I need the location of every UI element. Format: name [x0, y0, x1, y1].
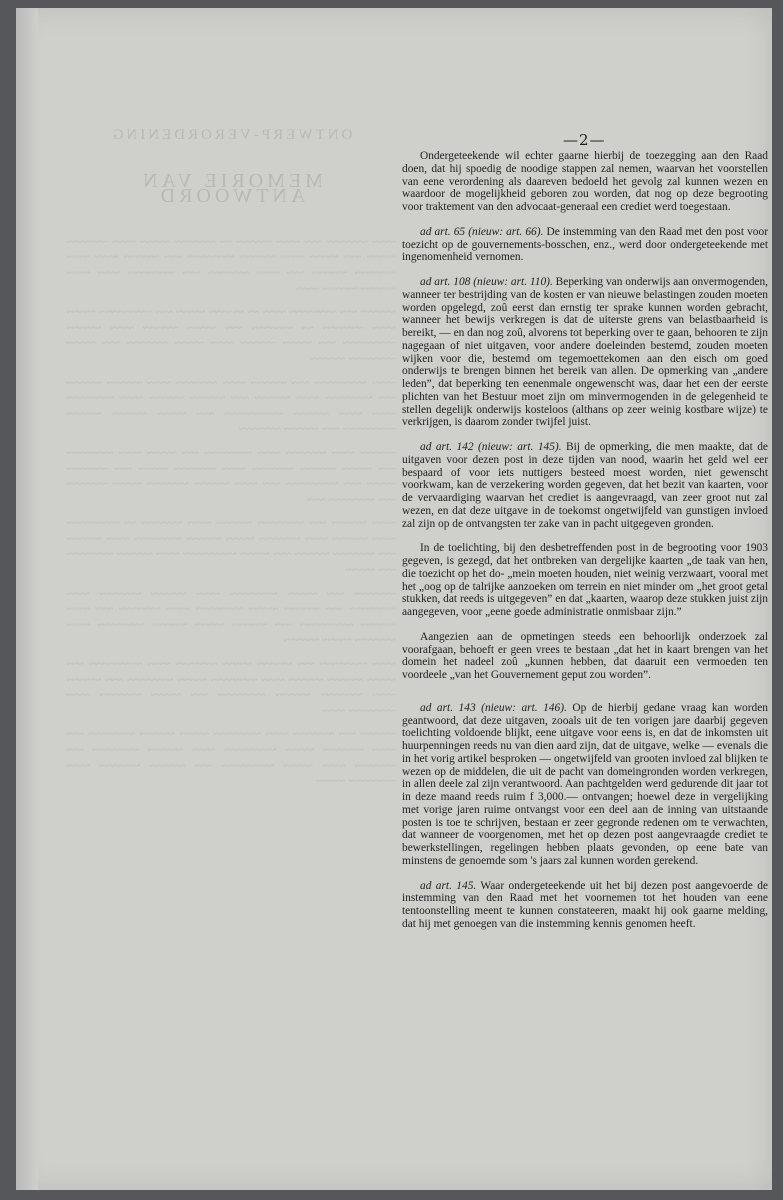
article-reference: ad art. 145. — [420, 879, 477, 892]
page-number: —2— — [563, 131, 606, 149]
memorie-van-antwoord-text — [402, 150, 768, 943]
paragraph-art-65: ad art. 65 (nieuw: art. 66). De instemming van den Raad met den post voor toezicht op de gouvernements-bosschen, enz., werd door ondergeteekende met ingenomenheid vernomen. — [402, 225, 768, 264]
paragraph-art-108: ad art. 108 (nieuw: art. 110). Beperking van onderwijs aan onvermogenden, wanneer ter bestrijding van de kosten er van nieuwe belastingen zouden moeten worden opgelegd, zoû eerst dan ernstig ter sprake kunnen worden gebracht, wanneer het bewijs verkregen is dat de uiterste grens van belastbaarheid is bereikt, — en dan nog zoû, alvorens tot beperking over te gaan, behooren te zijn nagegaan of niet uitgaven, voor andere doeleinden bestemd, zouden moeten wijken voor die, bestemd om tegemoettekomen aan den eisch om goed onderwijs te brengen binnen het bereik van allen. De opmerking van „andere leden”, dat beperking ten eenenmale ongewenscht was, daar het een der eerste plichten van het Bestuur moet zijn om minvermogenden in de gelegenheid te stellen degelijk onderwijs kosteloos (althans op zeer weinig kostbare wijze) te verkrijgen, is daarom zonder twijfel juist. — [402, 276, 769, 429]
paragraph-art-143: ad art. 143 (nieuw: art. 146). Op de hierbij gedane vraag kan worden geantwoord, dat deze uitgaven, zooals uit de ten vorigen jare daarbij gegeven toelichting voldoende blijkt, eene uitgave voor eens is, en dat de inkomsten uit huurpenningen reeds nu van dien aard zijn, dat de uitgave, welke — evenals die in het vorig artikel besproken — ongetwijfeld van grooten invloed zal blijken te wezen op de middelen, die uit de pacht van domeingronden worden verkregen, in allen deele zal zijn verantwoord. Aan pachtgelden werd gedurende dit jaar tot in deze maand reeds ruim f 3,000.— ontvangen; hoewel deze in vergelijking met vorige jaren ruime ontvangst voor een deel aan de inning van uitstaande posten is toe te schrijven, bestaan er zeer gegronde redenen om te verwachten, dat wanneer de voorgenomen, met het op dezen post aangevraagde crediet te bewerkstellingen, regelingen hebben plaats gevonden, op eene bate van minstens de genoemde som 's jaars zal kunnen worden gerekend. — [402, 701, 768, 867]
article-reference: ad art. 108 (nieuw: art. 110). — [420, 276, 553, 288]
article-reference: ad art. 142 (nieuw: art. 145). — [420, 441, 562, 453]
paragraph-art-142: ad art. 142 (nieuw: art. 145). Bij de opmerking, die men maakte, dat de uitgaven voor dezen post in deze tijden van nood, waarin het geld wel eer bespaard of voor iets nuttigers besteed moest worden, niet gewenscht voorkwam, kan de verzekering worden gegeven, dat het bezit van kaarten, voor de vervaardiging waarvan het crediet is aangevraagd, van zeer groot nut zal wezen, en dat deze uitgave in de toekomst ongetwijfeld van gunstigen invloed zal zijn op de ontvangsten ter zake van in pacht uitgegeven gronden. — [402, 441, 768, 530]
article-reference: ad art. 143 (nieuw: art. 146). — [420, 701, 567, 714]
paragraph-toelichting: In de toelichting, bij den desbetreffenden post in de begrooting voor 1903 gegeven, is gezegd, dat het ontbreken van dergelijke kaarten „de taak van hen, die toezicht op het do- „mein moeten houden, niet weinig verzwaart, vooral met het „oog op de talrijke aanzoeken om terrein en niet minder om „het groot getal stukken, dat reeds is uitgegeven” en dat „kaarten, waarop deze stukken juist zijn aangegeven, voor „eene goede administratie onmisbaar zijn.” — [402, 542, 768, 618]
reverse-side-bleed-through: ONTWERP-VERORDENING MEMORIE VAN ANTWOORD ~~~~ ~~~~~~~ ~~~ ~~~~ ~~~~~~ ~~ ~~~~~~~ ~~~~~ ~~~~ ~~~~~~~ ~~~~~ ~~~ ~~~~~ ~~~~ ~~~~~~ ~~~~~~~~ ~~~ ~~~~~~ ~~~~ ~~~~ ~~~~~~~ ~~~~~~ ~~~ ~~~~ ~~~~~~~ ~~~ ~~~~~~~~ ~~~~ ~~~~ ~~~~~~ ~~~~~~ ~~~~ ~~~~~~ ~~~ ~~~~~~~~ ~~~~ ~~ ~~~~~~ ~~~~~ ~~~ ~~~~~~~~~ ~~~~~ ~~~~ ~~~~~~~ ~~ ~~~~~~~ ~~~ ~~~~~ ~~~~~~ ~~~~ ~~~~~~ ~~~~~~~~~ ~~~ ~~~~~ ~~~~~~ ~~~~ ~~~~~ ~~~~~~~ ~~~ ~~~~~ ~~~~~~~~ ~~~~~~ ~~~~ ~~~~~~~~~ ~~~ ~~~~~~ ~~~~ ~~~~~~~ ~~~~ ~~~~~~ ~~~~~~ ~~~ ~~~~~~~~ ~~~~ ~~~~~~ ~~~ ~~~~~~ ~~~~~~ ~~~~ ~~~~~~~~ ~~~~ ~~~~ ~~~~~~ ~~~~~~~~~~ ~~~ ~~~~~ ~~~~~~ ~~~~~~ ~~~~~~~~~ ~~~ ~~~~~~ ~~~~~~~ ~~~~~~ ~~~~ ~~~~~~~ ~~~~ ~~~~~~~~ ~~~ ~~~~~ ~~~~ ~~~~~~~~ ~~~ ~~~~~ ~~~~~~ ~~~~~~~ ~~~~ ~~~~~~~ ~~~~~ ~~~ ~~~~~~~ ~~~~~ ~~~ ~~~~~~~~~ ~~~ ~~~~ ~~~~~~ ~~~~~~~ ~~~~~ ~~~~~~~ ~~~ ~~~~~~~~ ~~~ ~~~~ ~~~~~~ ~~~ ~~~~~~~~ ~~~~~~ ~~~~ ~~~~~~~ ~~ ~~~~~~~~~ ~~~~ ~~~~~~ ~~~~ ~~~~~~~ ~~~~~ ~~~~~~ ~~~~~~~~ ~~~~ ~~~~~~ ~~~ ~~~~~~~ ~~~~~~ ~~~ ~~~~~ ~~~~~~~~~ ~~~~ ~~~~~~ ~~~~~~~~ ~~~ ~~~~~ ~~~~~~~ ~~~ ~~~~~ ~~~~~~~~ ~~~~ ~~~~~~ ~~~~~~~ ~~~~ ~~~~~~~~ ~~~ ~~~~~~ ~~~~~ ~~~~~~~~ ~~~~ ~~~~~~~ ~~~ ~~~~ ~~~~~~ ~~~~~~~~~ ~~~ ~~~~~~ ~~~~~ ~~~~~~ ~~~~~~~~ ~~~~ ~~~~~~~ ~~~~~ ~~~~~~ ~~~~ ~~~~~~~~ ~~~ ~~~~~~ ~~~~~ ~~~~~~~ ~~~~ ~~~~~~~~~ ~~~ ~~~~~ ~~~~~~ ~~~~~~ ~~~~ ~~~~~~~~ ~~~~~ ~~~~~~~~ ~~~ ~~~~~~ ~~~~ ~~~~~~~ ~~~~~~ ~~~~~~~~ ~~~ ~~~~~ ~~~~~~~ ~~~~ ~~~~~~~~ ~~~~ ~~~~~~ ~~~ ~~~~~~~ ~~~~ ~~~~~~~~ ~~~~~ ~~~~~~ ~~~~~~~~ ~~~ ~~~~ ~~~~~~~ ~~~~~ ~~~~~~~~~ ~~~~ ~~~~~~ ~~~~~~~~ ~~~ ~~~~~~~ ~~~~ ~~~~~ ~~~~~~~~~ ~~~ ~~~~~~ ~~~~~~~ ~~~~ ~~~~~~~~ ~~~~~ — [66, 127, 396, 788]
page-binding-edge — [16, 8, 38, 1190]
article-reference: ad art. 65 (nieuw: art. 66). — [420, 225, 544, 238]
paragraph-opmetingen: Aangezien aan de opmetingen steeds een behoorlijk onderzoek zal voorafgaan, behoeft er geen vrees te bestaan „dat het in kaart brengen van het domein het nadeel zoû „kunnen hebben, dat daaruit een vermoeden ten voordeele „van het Gouvernement geput zou worden”. — [402, 630, 768, 681]
paragraph-toezegging: Ondergeteekende wil echter gaarne hierbij de toezegging aan den Raad doen, dat hij spoedig de noodige stappen zal nemen, waarvan het voorstellen van eene verordening als daareven bedoeld het gevolg zal kunnen wezen en waardoor de mogelijkheid geboren zou worden, dat nog op deze begrooting voor traktement van den advocaat-generaal een crediet werd toegestaan. — [402, 150, 768, 213]
paragraph-art-145: ad art. 145. Waar ondergeteekende uit het bij dezen post aangevoerde de instemming van den Raad met het voornemen tot het houden van eene tentoonstelling meent te kunnen constateeren, maakt hij ook gaarne melding, dat hij met genoegen van die instemming kennis genomen heeft. — [402, 879, 768, 930]
